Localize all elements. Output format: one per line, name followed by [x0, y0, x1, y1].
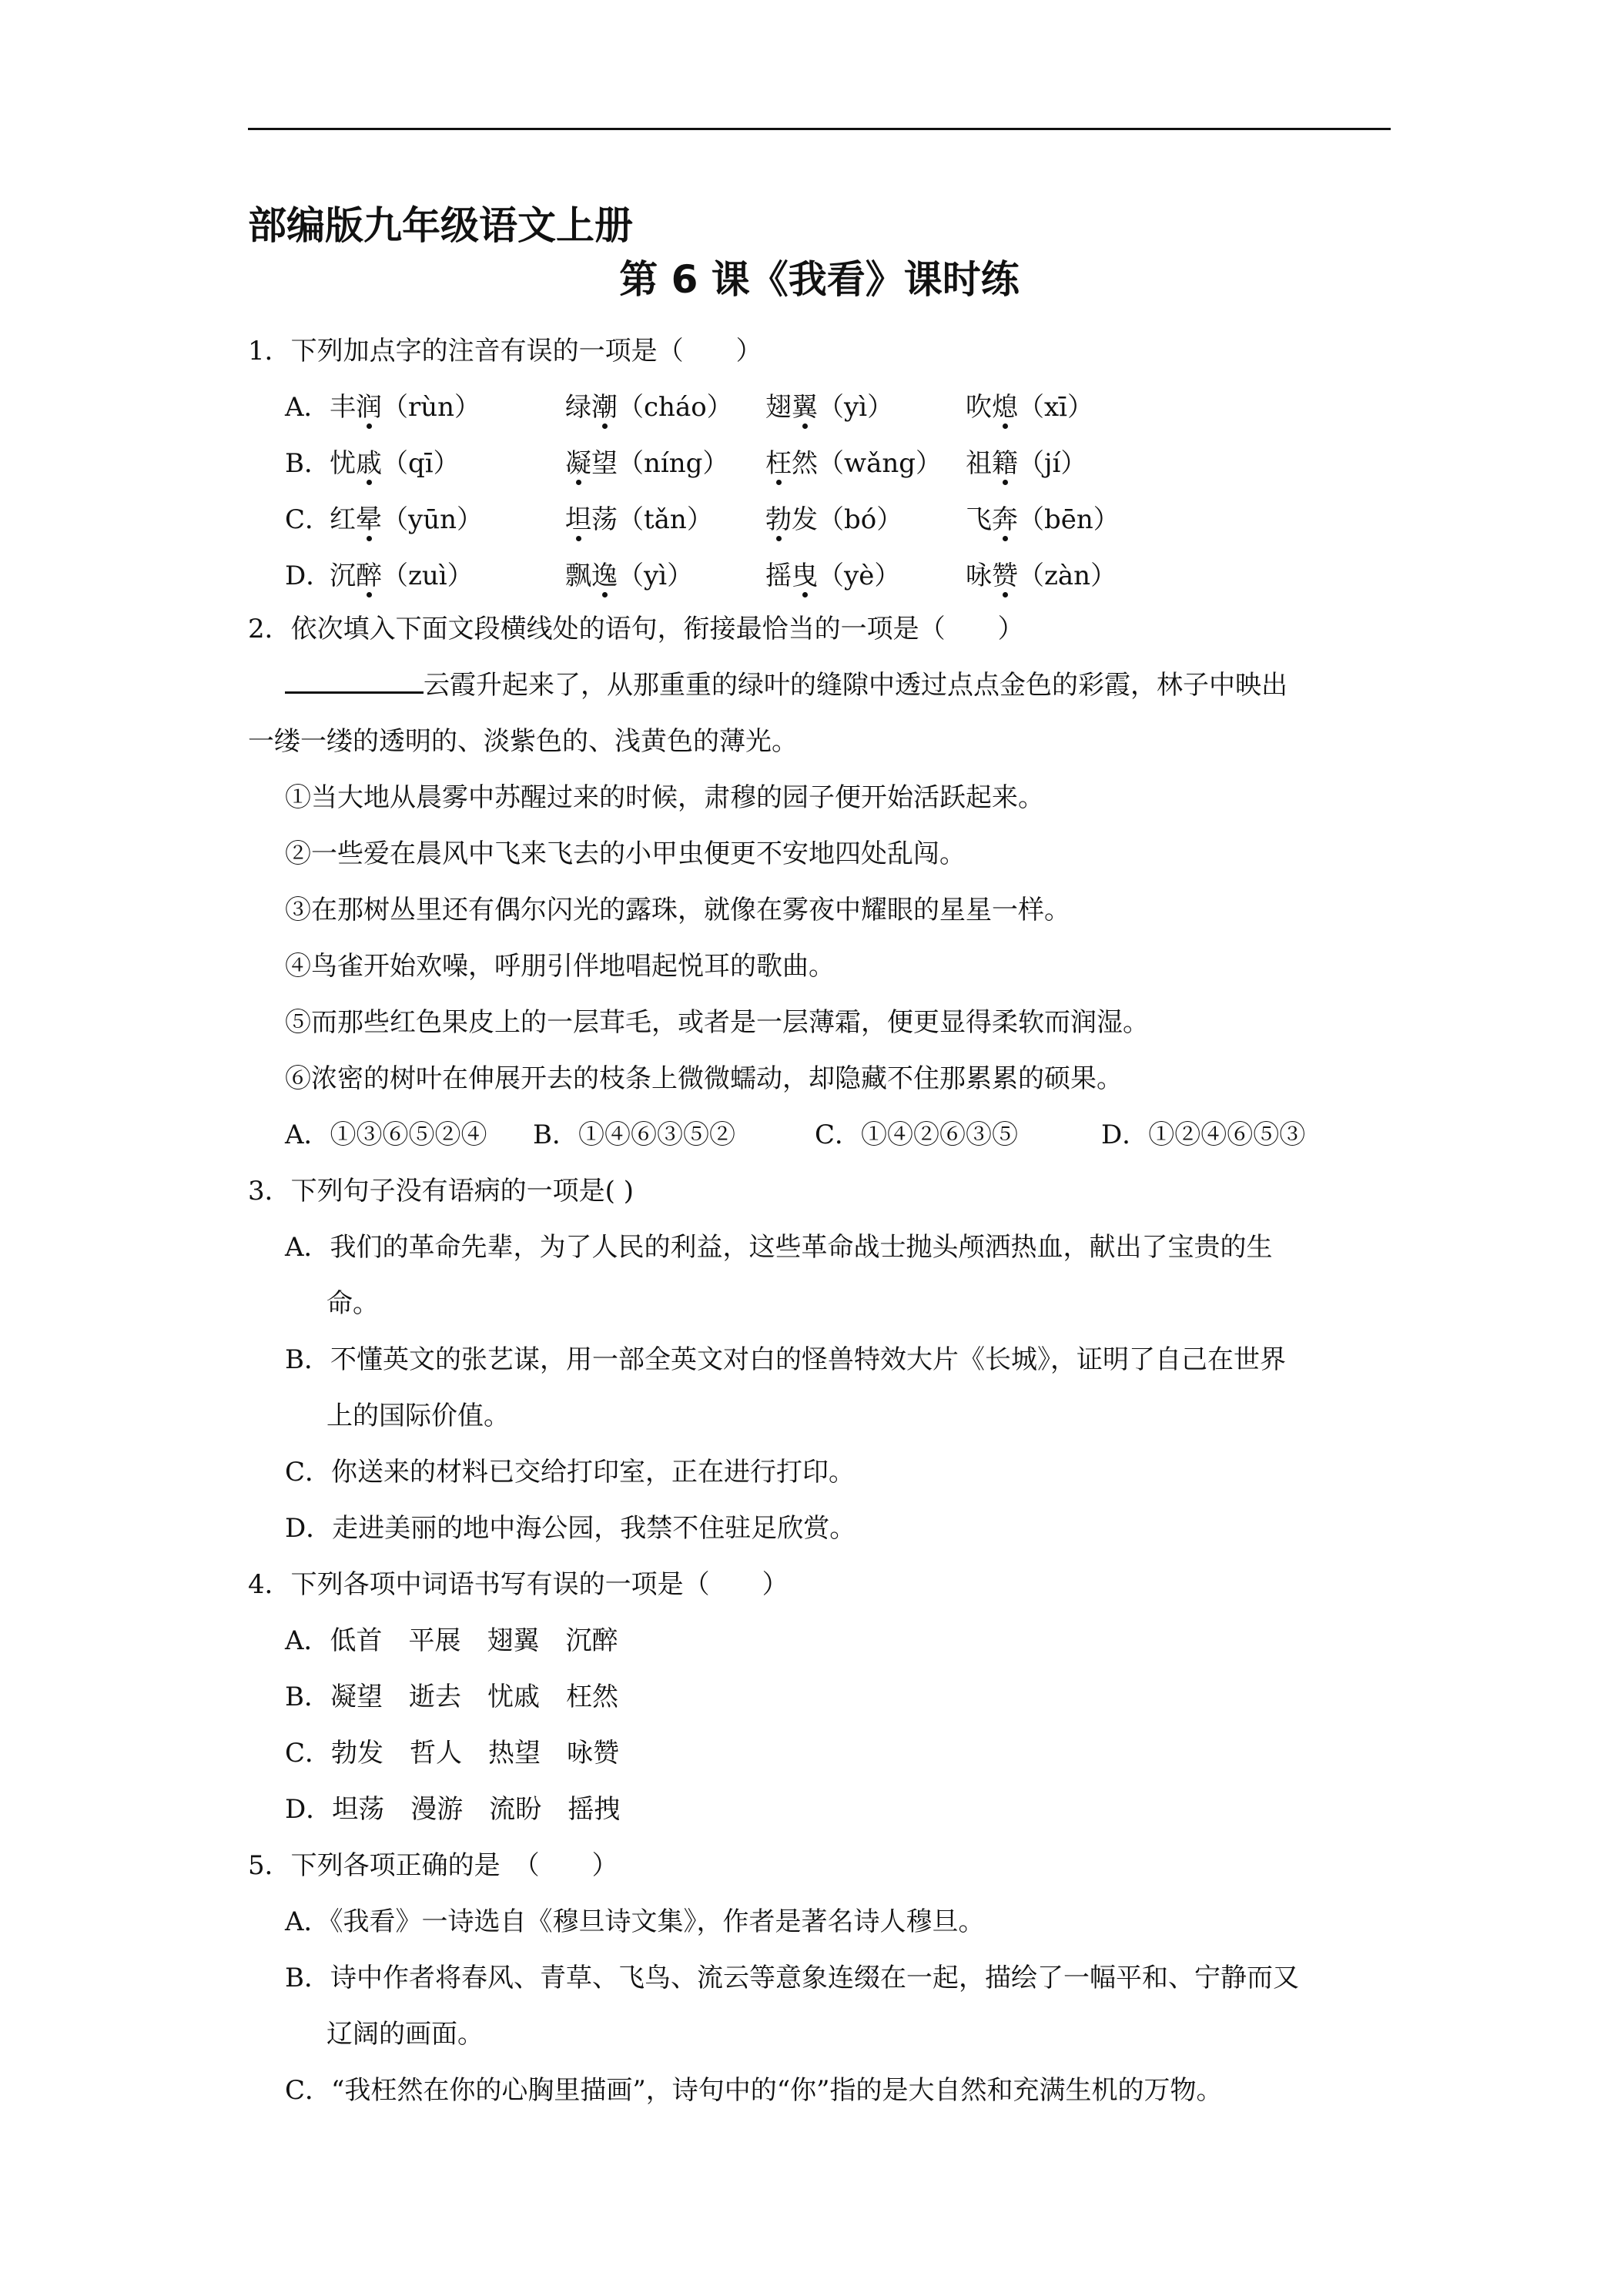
q5-option-c: C．“我枉然在你的心胸里描画”，诗句中的“你”指的是大自然和充满生机的万物。	[285, 2075, 1223, 2106]
q2-option-b: B．①④⑥③⑤②	[533, 1120, 735, 1150]
q1-word	[565, 447, 728, 480]
book-title: 部编版九年级语文上册	[248, 203, 633, 248]
q4-option-d: D．坦荡 漫游 流盼 摇拽	[285, 1794, 621, 1825]
pinyin: （níng）	[618, 448, 729, 479]
emphasis-char	[765, 447, 792, 480]
pinyin: （bó）	[818, 504, 903, 535]
emphasis-char	[565, 447, 591, 480]
q1-stem: 1．下列加点字的注音有误的一项是（ ）	[248, 336, 762, 366]
emphasis-dot-icon	[602, 423, 608, 429]
q1-word	[765, 390, 893, 424]
emphasis-char-text: 潮	[591, 392, 618, 423]
emphasis-dot-icon	[367, 592, 372, 597]
emphasis-dot-icon	[802, 592, 808, 597]
option-letter: C．	[285, 504, 332, 535]
emphasis-dot-icon	[1003, 480, 1008, 485]
q2-sentence-2: ②一些爱在晨风中飞来飞去的小甲虫便更不安地四处乱闯。	[285, 838, 966, 869]
q3-option-a-cont: 命。	[326, 1288, 379, 1319]
q1-option-a	[285, 390, 1286, 424]
emphasis-dot-icon	[1003, 592, 1008, 597]
q5-option-b-cont: 辽阔的画面。	[326, 2019, 484, 2050]
word-char: 沉	[330, 561, 356, 591]
q4-stem: 4．下列各项中词语书写有误的一项是（ ）	[248, 1569, 789, 1600]
q1-word	[565, 503, 713, 537]
emphasis-dot-icon	[367, 480, 372, 485]
q1-word	[330, 390, 481, 424]
word-char: 然	[792, 448, 818, 479]
word-char: 望	[591, 448, 618, 479]
emphasis-char-text: 戚	[356, 448, 382, 479]
emphasis-dot-icon	[776, 536, 782, 541]
q2-option-d: D．①②④⑥⑤③	[1101, 1120, 1306, 1150]
q2-sentence-4: ④鸟雀开始欢噪，呼朋引伴地唱起悦耳的歌曲。	[285, 951, 835, 982]
word-char: 摇	[765, 561, 792, 591]
emphasis-dot-icon	[602, 592, 608, 597]
emphasis-char-text: 凝	[565, 448, 591, 479]
q2-sentence-3: ③在那树丛里还有偶尔闪光的露珠，就像在雾夜中耀眼的星星一样。	[285, 895, 1070, 925]
word-char: 忧	[330, 448, 356, 479]
q3-option-c: C．你送来的材料已交给打印室，正在进行打印。	[285, 1457, 856, 1488]
word-char: 吹	[966, 392, 992, 423]
emphasis-char	[992, 447, 1018, 480]
emphasis-char	[356, 447, 382, 480]
q1-option-c	[285, 503, 1286, 537]
emphasis-dot-icon	[576, 536, 581, 541]
q1-word	[765, 559, 900, 593]
pinyin: （yūn）	[382, 504, 484, 535]
emphasis-char-text: 勃	[765, 504, 792, 535]
emphasis-char	[792, 390, 818, 424]
option-letter: D．	[285, 561, 333, 591]
pinyin: （yì）	[818, 392, 894, 423]
q2-sentence-5: ⑤而那些红色果皮上的一层茸毛，或者是一层薄霜，便更显得柔软而润湿。	[285, 1007, 1149, 1038]
emphasis-char-text: 籍	[992, 448, 1018, 479]
option-letter: B．	[285, 448, 330, 479]
word-char: 飘	[565, 561, 591, 591]
q1-word	[966, 559, 1117, 593]
emphasis-dot-icon	[367, 423, 372, 429]
q1-word	[330, 447, 460, 480]
q2-sentence-1: ①当大地从晨雾中苏醒过来的时候，肃穆的园子便开始活跃起来。	[285, 782, 1044, 813]
emphasis-char-text: 逸	[591, 561, 618, 591]
word-char: 飞	[966, 504, 992, 535]
q3-option-a: A．我们的革命先辈，为了人民的利益，这些革命战士抛头颅洒热血，献出了宝贵的生	[285, 1232, 1273, 1263]
q3-stem: 3．下列句子没有语病的一项是( )	[248, 1176, 634, 1207]
q2-passage-line2: 一缕一缕的透明的、淡紫色的、浅黄色的薄光。	[248, 726, 798, 757]
q2-passage-line1: 云霞升起来了，从那重重的绿叶的缝隙中透过点点金色的彩霞，林子中映出	[285, 668, 1287, 702]
q2-sentence-6: ⑥浓密的树叶在伸展开去的枝条上微微蠕动，却隐藏不住那累累的硕果。	[285, 1063, 1123, 1094]
q4-option-b: B．凝望 逝去 忧戚 枉然	[285, 1682, 618, 1712]
header-rule	[248, 128, 1391, 130]
pinyin: （jí）	[1018, 448, 1087, 479]
emphasis-dot-icon	[776, 480, 782, 485]
emphasis-char	[356, 503, 382, 537]
emphasis-char	[992, 390, 1018, 424]
emphasis-dot-icon	[1003, 423, 1008, 429]
emphasis-dot-icon	[1003, 536, 1008, 541]
emphasis-char-text: 熄	[992, 392, 1018, 423]
pinyin: （bēn）	[1018, 504, 1120, 535]
emphasis-char	[356, 559, 382, 593]
pinyin: （qī）	[382, 448, 460, 479]
word-char: 翅	[765, 392, 792, 423]
emphasis-char-text: 润	[356, 392, 382, 423]
q3-option-b: B．不懂英文的张艺谋，用一部全英文对白的怪兽特效大片《长城》，证明了自己在世界	[285, 1344, 1286, 1375]
pinyin: （rùn）	[382, 392, 481, 423]
q3-option-d: D．走进美丽的地中海公园，我禁不住驻足欣赏。	[285, 1513, 856, 1544]
pinyin: （zàn）	[1018, 561, 1117, 591]
q1-word	[565, 559, 693, 593]
emphasis-char	[591, 559, 618, 593]
emphasis-char-text: 赞	[992, 561, 1018, 591]
q1-option-b	[285, 447, 1286, 480]
emphasis-dot-icon	[367, 536, 372, 541]
emphasis-char	[591, 390, 618, 424]
option-letter: A．	[285, 392, 330, 423]
emphasis-char-text: 奔	[992, 504, 1018, 535]
fill-blank	[285, 668, 424, 694]
word-char: 荡	[591, 504, 618, 535]
q1-word	[565, 390, 733, 424]
emphasis-dot-icon	[576, 480, 581, 485]
pinyin: （yè）	[818, 561, 901, 591]
q2-options	[285, 1118, 1394, 1152]
pinyin: （xī）	[1018, 392, 1094, 423]
q2-option-a: A．①③⑥⑤②④	[285, 1120, 487, 1150]
emphasis-char	[992, 559, 1018, 593]
emphasis-char	[356, 390, 382, 424]
emphasis-char-text: 曳	[792, 561, 818, 591]
q1-word	[966, 503, 1120, 537]
emphasis-dot-icon	[802, 423, 808, 429]
q4-option-c: C．勃发 哲人 热望 咏赞	[285, 1738, 620, 1769]
emphasis-char	[565, 503, 591, 537]
pinyin: （wǎng）	[818, 448, 943, 479]
q5-option-b: B．诗中作者将春风、青草、飞鸟、流云等意象连缀在一起，描绘了一幅平和、宁静而又	[285, 1963, 1299, 1993]
q4-option-a: A．低首 平展 翅翼 沉醉	[285, 1625, 618, 1656]
q1-word	[966, 447, 1087, 480]
q2-option-c: C．①④②⑥③⑤	[815, 1120, 1019, 1150]
emphasis-char-text: 坦	[565, 504, 591, 535]
emphasis-char	[792, 559, 818, 593]
word-char: 发	[792, 504, 818, 535]
q1-option-d	[285, 559, 1286, 593]
word-char: 咏	[966, 561, 992, 591]
q3-option-b-cont: 上的国际价值。	[326, 1401, 510, 1431]
emphasis-char-text: 醉	[356, 561, 382, 591]
pinyin: （tǎn）	[618, 504, 713, 535]
q5-stem: 5．下列各项正确的是 （ ）	[248, 1850, 618, 1881]
pinyin: （cháo）	[618, 392, 733, 423]
word-char: 红	[330, 504, 356, 535]
word-char: 祖	[966, 448, 992, 479]
q1-word	[330, 559, 474, 593]
word-char: 绿	[565, 392, 591, 423]
pinyin: （yì）	[618, 561, 694, 591]
pinyin: （zuì）	[382, 561, 474, 591]
q1-word	[330, 503, 483, 537]
emphasis-char	[992, 503, 1018, 537]
emphasis-char-text: 翼	[792, 392, 818, 423]
word-char: 丰	[330, 392, 356, 423]
q5-option-a: A．《我看》一诗选自《穆旦诗文集》，作者是著名诗人穆旦。	[285, 1906, 985, 1937]
emphasis-char	[765, 503, 792, 537]
emphasis-char-text: 枉	[765, 448, 792, 479]
q1-word	[966, 390, 1093, 424]
q1-word	[765, 503, 902, 537]
emphasis-char-text: 晕	[356, 504, 382, 535]
q1-word	[765, 447, 942, 480]
q2-stem: 2．依次填入下面文段横线处的语句，衔接最恰当的一项是（ ）	[248, 614, 1024, 644]
lesson-title: 第 6 课《我看》课时练	[619, 257, 1020, 302]
